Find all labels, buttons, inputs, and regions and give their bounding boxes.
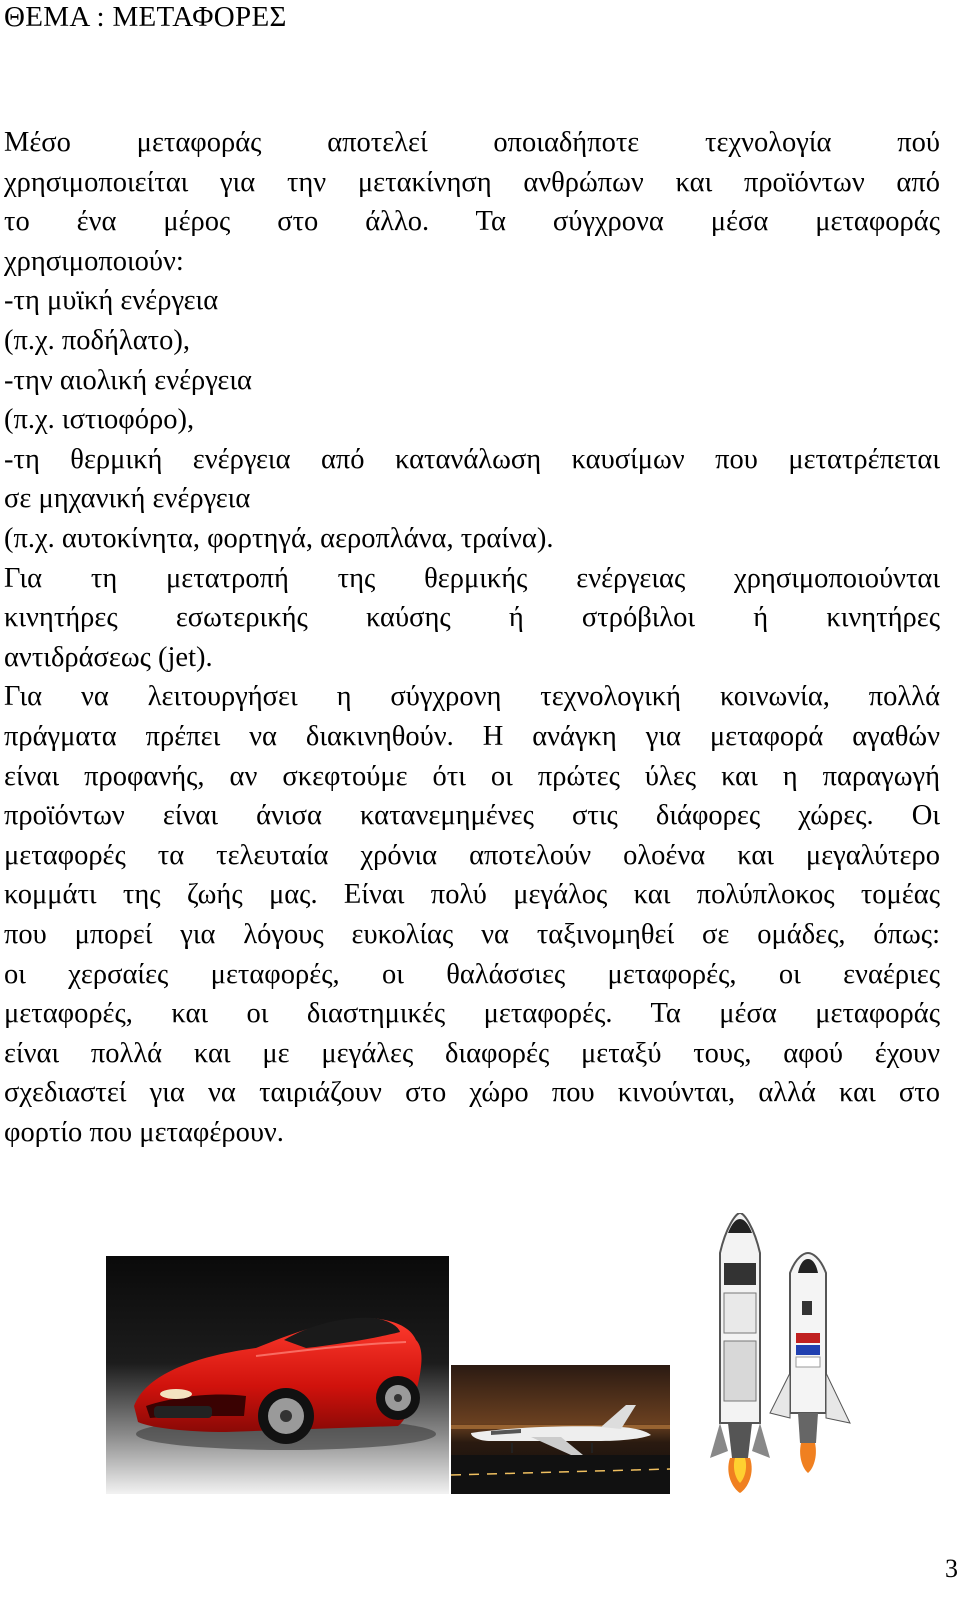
text-line: -την αιολική ενέργεια [4,364,252,396]
text-line: είναι προφανής, αν σκεφτούμε ότι οι πρώτες ύλες και η παραγωγή [4,760,940,792]
text-line: κομμάτι της ζωής μας. Είναι πολύ μεγάλος και πολύπλοκος τομέας [4,879,940,911]
space-shuttle-photo [670,1213,855,1494]
text-line: σχεδιαστεί για να ταιριάζουν στο χώρο που κινούνται, αλλά και στο [4,1077,940,1109]
text-line: (π.χ. ιστιοφόρο), [4,404,195,436]
text-line: προϊόντων είναι άνισα κατανεμημένες στις διάφορες χώρες. Οι [4,800,940,832]
text-line: πράγματα πρέπει να διακινηθούν. Η ανάγκη για μεταφορά αγαθών [4,721,940,752]
text-line: -τη μυϊκή ενέργεια [4,285,219,317]
text-line: μεταφορές, και οι διαστημικές μεταφορές. Τα μέσα μεταφοράς [4,998,940,1030]
text-line: χρησιμοποιείται για την μετακίνηση ανθρώπων και προϊόντων από [4,166,940,198]
red-sports-car-photo [106,1256,449,1494]
text-line: κινητήρες εσωτερικής καύσης ή στρόβιλοι ή κινητήρες [4,602,940,634]
text-line: Μέσο μεταφοράς αποτελεί οποιαδήποτε τεχνολογία πού [4,127,940,158]
text-line: μεταφορές τα τελευταία χρόνια αποτελούν ολοένα και μεγαλύτερο [4,839,940,871]
text-line: χρησιμοποιούν: [4,245,184,277]
text-line: Για τη μετατροπή της θερμικής ενέργειας χρησιμοποιούνται [4,562,940,594]
text-line: οι χερσαίες μεταφορές, οι θαλάσσιες μεταφορές, οι εναέριες [4,958,940,990]
text-line: φορτίο που μεταφέρουν. [4,1117,284,1148]
text-line: το ένα μέρος στο άλλο. Τα σύγχρονα μέσα μεταφοράς [4,206,940,238]
text-line: αντιδράσεως (jet). [4,641,213,673]
text-line: σε μηχανική ενέργεια [4,483,251,515]
page-number: 3 [945,1554,958,1583]
text-line: είναι πολλά και με μεγάλες διαφορές μεταξύ τους, αφού έχουν [4,1037,940,1069]
text-line: (π.χ. ποδήλατο), [4,325,190,356]
jet-airplane-photo [451,1365,670,1494]
text-line: Για να λειτουργήσει η σύγχρονη τεχνολογική κοινωνία, πολλά [4,681,940,713]
text-line: (π.χ. αυτοκίνητα, φορτηγά, αεροπλάνα, τραίνα). [4,523,554,554]
document-title: ΘΕΜΑ : ΜΕΤΑΦΟΡΕΣ [4,1,287,33]
text-line: -τη θερμική ενέργεια από κατανάλωση καυσίμων που μετατρέπεται [4,443,940,475]
text-line: που μπορεί για λόγους ευκολίας να ταξινομηθεί σε ομάδες, όπως: [4,919,940,950]
